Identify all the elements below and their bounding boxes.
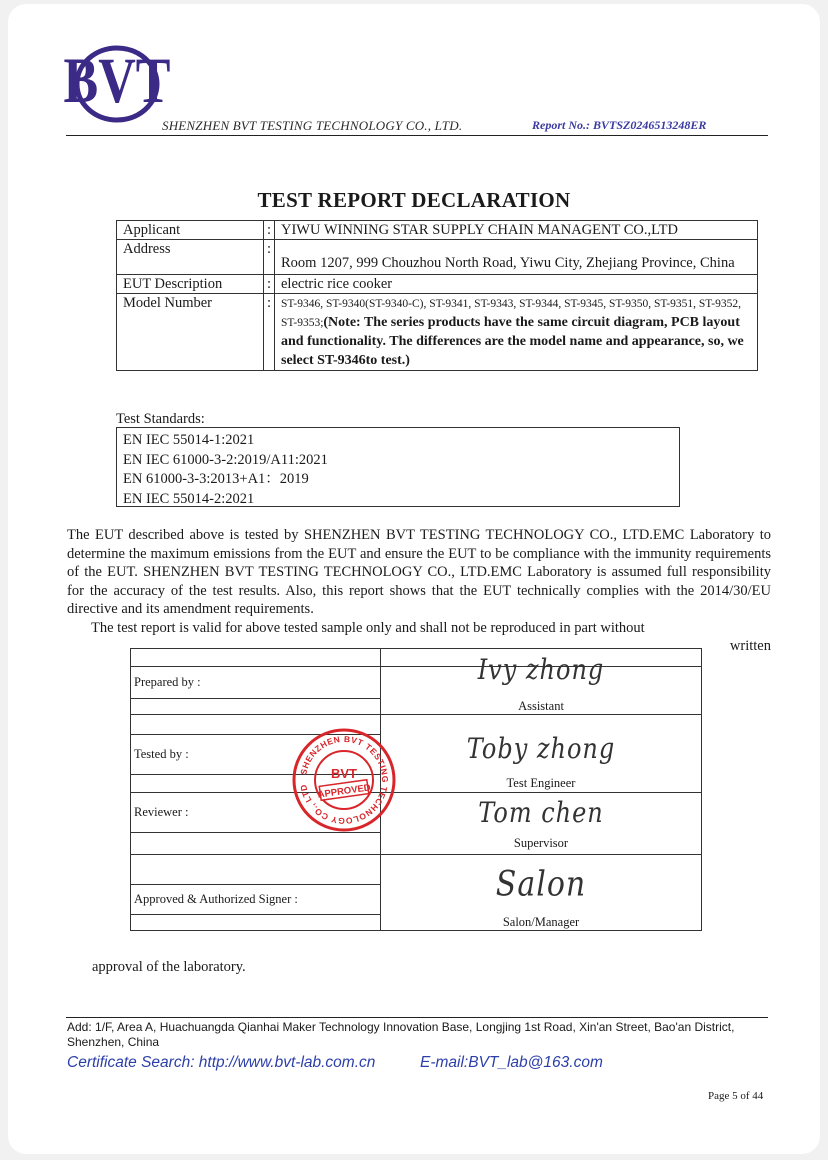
prepared-signature: Ivy zhong [477,653,605,687]
validity-text-end: written [729,638,771,654]
report-number: Report No.: BVTSZ0246513248ER [532,118,707,132]
eut-row [117,275,758,294]
model-value [275,294,758,371]
tested-label: Tested by : [131,735,381,775]
address-value: Room 1207, 999 Chouzhou North Road, Yiwu City, Zhejiang Province, China [275,240,758,275]
report-page [8,4,820,1154]
colon: : [264,240,275,275]
model-note: (Note: The series products have the same circuit diagram, PCB layout and functionality. The differences are the model name and appearance, so, we select ST-9346to test.) [281,315,744,368]
prepared-label: Prepared by : [131,667,381,699]
address-label: Address [117,240,264,275]
prepared-row [131,667,702,699]
approver-label: Approved & Authorized Signer : [131,885,381,915]
model-row [117,294,758,371]
model-numbers: ST-9346, ST-9340(ST-9340-C), ST-9341, ST-9343, ST-9344, ST-9345, ST-9350, ST-9351, ST-9352, ST-9353; [281,298,741,329]
header-rule [66,135,768,136]
colon: : [264,294,275,371]
test-standards-box [116,427,680,507]
eut-value: electric rice cooker [275,275,758,294]
email-link[interactable]: E-mail:BVT_lab@163.com [420,1054,603,1071]
test-standards-label: Test Standards: [116,411,205,427]
applicant-info-table [116,220,758,371]
address-row [117,240,758,275]
reviewer-label: Reviewer : [131,793,381,833]
prepared-role: Assistant [381,699,702,715]
bvt-logo [63,42,171,122]
eut-label: EUT Description [117,275,264,294]
page-number: Page 5 of 44 [708,1090,764,1102]
colon: : [264,221,275,240]
applicant-value: YIWU WINNING STAR SUPPLY CHAIN MANAGENT CO.,LTD [275,221,758,240]
reviewer-row [131,793,702,833]
approval-stamp [290,726,398,834]
standard-item: EN 61000-3-3:2013+A1：2019 [123,471,309,487]
model-label: Model Number [117,294,264,371]
applicant-label: Applicant [117,221,264,240]
applicant-row [117,221,758,240]
tested-row [131,735,702,775]
standard-item: EN IEC 55014-2:2021 [123,490,255,507]
page-title: TEST REPORT DECLARATION [257,188,571,212]
logo-text: BVT [63,44,171,117]
approval-text: approval of the laboratory. [92,959,246,975]
footer-address: Add: 1/F, Area A, Huachuangda Qianhai Maker Technology Innovation Base, Longjing 1st Road, Xin'an Street, Bao'an District, Shenzhen, China [67,1020,735,1049]
reviewer-signature: Tom chen [478,796,604,829]
reviewer-role: Supervisor [381,833,702,855]
colon: : [264,275,275,294]
stamp-center-top: BVT [331,766,357,781]
declaration-paragraph [67,526,771,656]
validity-text: The test report is valid for above tested sample only and shall not be reproduced in part without [91,619,645,636]
stamp-ring-text: SHENZHEN BVT TESTING TECHNOLOGY CO., LTD [298,733,391,827]
approver-role: Salon/Manager [381,915,702,931]
footer-rule [66,1017,768,1018]
tested-signature: Toby zhong [466,732,616,766]
stamp-center-bottom: APPROVED [317,782,372,801]
signature-table [130,648,702,931]
approver-signature: Salon [495,864,587,905]
declaration-text: The EUT described above is tested by SHENZHEN BVT TESTING TECHNOLOGY CO., LTD.EMC Laboratory to determine the maximum emissions from the EUT and ensure the EUT to be compliance with the immunity requirements of the EUT. SHENZHEN BVT TESTING TECHNOLOGY CO., LTD.EMC Laboratory is assumed full responsibility for the accuracy of the test results. Also, this report shows that the EUT technically complies with the 2014/30/EU directive and its amendment requirements. [67,527,771,617]
standard-item: EN IEC 61000-3-2:2019/A11:2021 [123,451,328,468]
standard-item: EN IEC 55014-1:2021 [123,432,255,448]
certificate-search-link[interactable]: Certificate Search: http://www.bvt-lab.com.cn [67,1054,376,1071]
company-name: SHENZHEN BVT TESTING TECHNOLOGY CO., LTD. [162,118,463,133]
tested-role: Test Engineer [381,775,702,793]
